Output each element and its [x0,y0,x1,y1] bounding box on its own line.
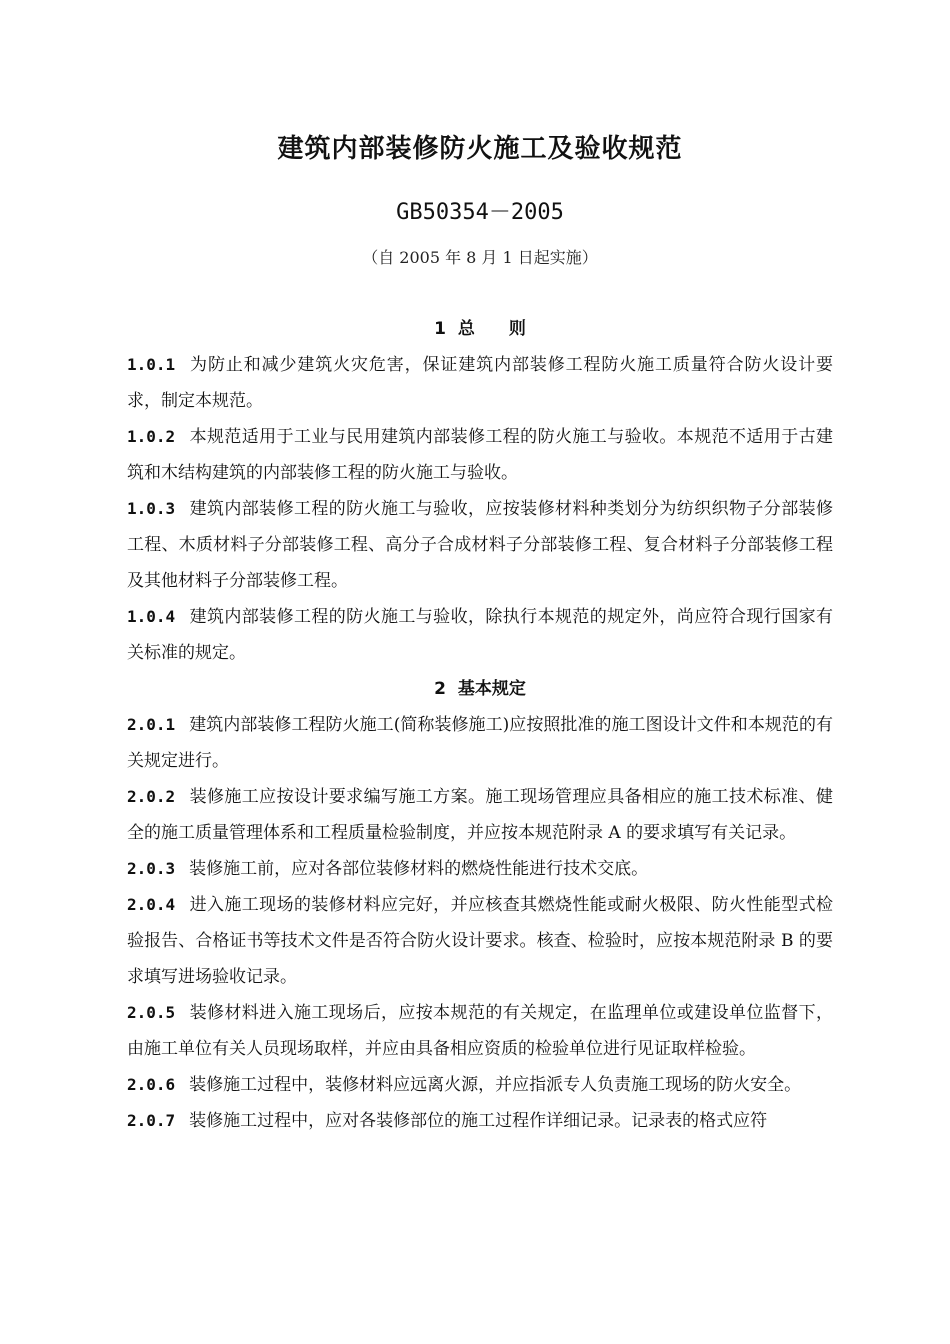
clause-text: 建筑内部装修工程的防火施工与验收，除执行本规范的规定外，尚应符合现行国家有关标准的规定。 [127,607,833,663]
clause-text: 建筑内部装修工程的防火施工与验收，应按装修材料种类划分为纺织织物子分部装修工程、木质材料子分部装修工程、高分子合成材料子分部装修工程、复合材料子分部装修工程及其他材料子分部装修工程。 [127,499,833,591]
clause-number: 2.0.2 [127,787,176,806]
clause [127,1067,833,1103]
clause [127,419,833,491]
clause-text: 装修施工过程中，装修材料应远离火源，并应指派专人负责施工现场的防火安全。 [189,1075,802,1095]
clause-text: 装修材料进入施工现场后，应按本规范的有关规定，在监理单位或建设单位监督下，由施工单位有关人员现场取样，并应由具备相应资质的检验单位进行见证取样检验。 [127,1003,833,1059]
document-title: 建筑内部装修防火施工及验收规范 [277,134,683,164]
clause-number: 2.0.6 [127,1075,176,1094]
clause [127,851,833,887]
section-title: 总 则 [457,319,526,339]
clause [127,779,833,851]
clause-number: 1.0.2 [127,427,176,446]
standard-code: GB50354－2005 [396,200,564,225]
clause-text: 为防止和减少建筑火灾危害，保证建筑内部装修工程防火施工质量符合防火设计要求，制定本规范。 [127,355,833,411]
clause-text: 装修施工应按设计要求编写施工方案。施工现场管理应具备相应的施工技术标准、健全的施工质量管理体系和工程质量检验制度，并应按本规范附录 A 的要求填写有关记录。 [127,787,833,843]
clause [127,887,833,995]
clause [127,1103,833,1139]
clause-number: 2.0.7 [127,1111,176,1130]
clause-text: 装修施工前，应对各部位装修材料的燃烧性能进行技术交底。 [189,859,649,879]
clause-number: 1.0.3 [127,499,176,518]
clause-number: 2.0.1 [127,715,176,734]
clause-number: 2.0.4 [127,895,176,914]
clause [127,347,833,419]
section-heading [127,311,833,347]
clause-text: 建筑内部装修工程防火施工(简称装修施工)应按照批准的施工图设计文件和本规范的有关规定进行。 [127,715,833,771]
section-title: 基本规定 [457,679,526,699]
clause-number: 1.0.4 [127,607,176,626]
section-heading [127,671,833,707]
clause [127,491,833,599]
clause [127,599,833,671]
document-body [127,311,833,1139]
clause-number: 1.0.1 [127,355,176,374]
section-number: 2 [434,679,446,699]
clause [127,707,833,779]
effective-date: （自 2005 年 8 月 1 日起实施） [362,248,598,267]
clause-number: 2.0.5 [127,1003,176,1022]
clause [127,995,833,1067]
clause-number: 2.0.3 [127,859,176,878]
clause-text: 本规范适用于工业与民用建筑内部装修工程的防火施工与验收。本规范不适用于古建筑和木结构建筑的内部装修工程的防火施工与验收。 [127,427,833,483]
section-number: 1 [434,319,446,339]
clause-text: 进入施工现场的装修材料应完好，并应核查其燃烧性能或耐火极限、防火性能型式检验报告、合格证书等技术文件是否符合防火设计要求。核查、检验时，应按本规范附录 B 的要求填写进场验收记录。 [127,895,833,987]
clause-text: 装修施工过程中，应对各装修部位的施工过程作详细记录。记录表的格式应符 [189,1111,768,1131]
